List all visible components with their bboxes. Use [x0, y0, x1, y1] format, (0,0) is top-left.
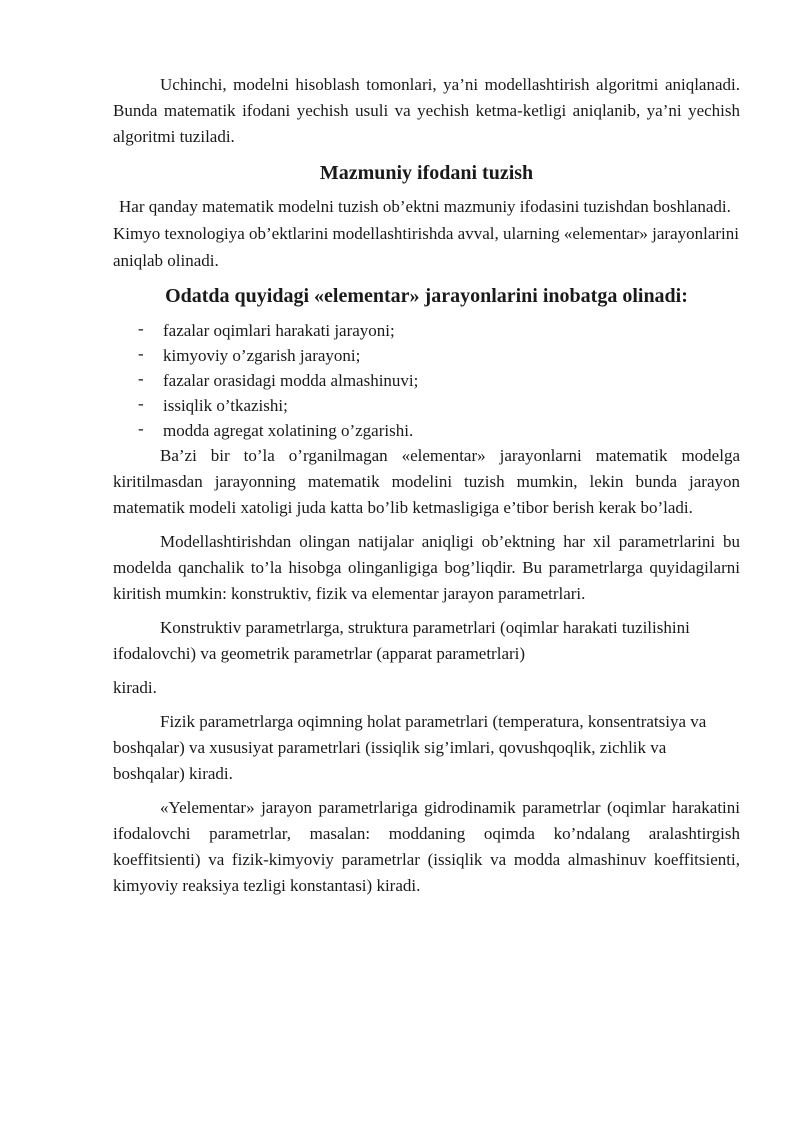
- list-item-text: fazalar oqimlari harakati jarayoni;: [163, 321, 395, 340]
- list-item: [113, 343, 740, 368]
- list-item-text: fazalar orasidagi modda almashinuvi;: [163, 371, 419, 390]
- paragraph-model-accuracy: Modellashtirishdan olingan natijalar aniqligi ob’ektning har xil parametrlarini bu modelda qanchalik to’la hisobga olinganligiga bog’liqdir. Bu parametrlarga quyidagilarni kiritish mumkin: konstruktiv, fizik va elementar jarayon parametrlari.: [113, 532, 740, 603]
- document-body: [113, 72, 740, 899]
- paragraph-unstudied-processes: Ba’zi bir to’la o’rganilmagan «elementar» jarayonlarni matematik modelga kiritilmasdan jarayonning matematik modelini tuzish mumkin, lekin bunda jarayon matematik modeli xatoligi juda katta bo’lib ketmasligiga e’tibor berish kerak bo’ladi.: [113, 446, 740, 517]
- paragraph-physical-params: Fizik parametrlarga oqimning holat parametrlari (temperatura, konsentratsiya va boshqalar) va xususiyat parametrlari (issiqlik sig’imlari, qovushqoqlik, zichlik va boshqalar) kiradi.: [113, 712, 707, 783]
- list-item: [113, 318, 740, 343]
- list-item-text: kimyoviy o’zgarish jarayoni;: [163, 346, 361, 365]
- dash-marker: -: [138, 344, 144, 363]
- list-heading: Odatda quyidagi «elementar» jarayonlarini inobatga olinadi:: [165, 285, 688, 307]
- list-item: [113, 418, 740, 443]
- paragraph-constructive-params-end: kiradi.: [113, 678, 157, 697]
- paragraph-elementary-params: «Yelementar» jarayon parametrlariga gidrodinamik parametrlar (oqimlar harakatini ifodalovchi parametrlar, masalan: moddaning oqimda ko’ndalang aralashtirgish koeffitsienti) va fizik-kimyoviy parametrlar (issiqlik va modda almashinuv koeffitsienti, kimyoviy reaksiya tezligi konstantasi) kiradi.: [113, 798, 740, 895]
- paragraph-algorithm: Uchinchi, modelni hisoblash tomonlari, ya’ni modellashtirish algoritmi aniqlanadi. Bunda matematik ifodani yechish usuli va yechish ketma-ketligi aniqlanib, ya’ni yechish algoritmi tuziladi.: [113, 75, 740, 146]
- dash-marker: -: [138, 369, 144, 388]
- list-item: [113, 393, 740, 418]
- paragraph-constructive-params: Konstruktiv parametrlarga, struktura parametrlari (oqimlar harakati tuzilishini ifodalovchi) va geometrik parametrlar (apparat parametrlari): [113, 618, 690, 663]
- section-heading: Mazmuniy ifodani tuzish: [319, 162, 534, 184]
- dash-marker: -: [138, 319, 144, 338]
- elementary-process-list: [113, 318, 740, 443]
- paragraph-intro: Har qanday matematik modelni tuzish ob’ektni mazmuniy ifodasini tuzishdan boshlanadi. Kimyo texnologiya ob’ektlarini modellashtirishda avval, ularning «elementar» jarayonlarini aniqlab olinadi.: [113, 197, 739, 270]
- list-item: [113, 368, 740, 393]
- list-item-text: modda agregat xolatining o’zgarishi.: [163, 421, 414, 440]
- dash-marker: -: [138, 394, 144, 413]
- list-item-text: issiqlik o’tkazishi;: [163, 396, 288, 415]
- dash-marker: -: [138, 419, 144, 438]
